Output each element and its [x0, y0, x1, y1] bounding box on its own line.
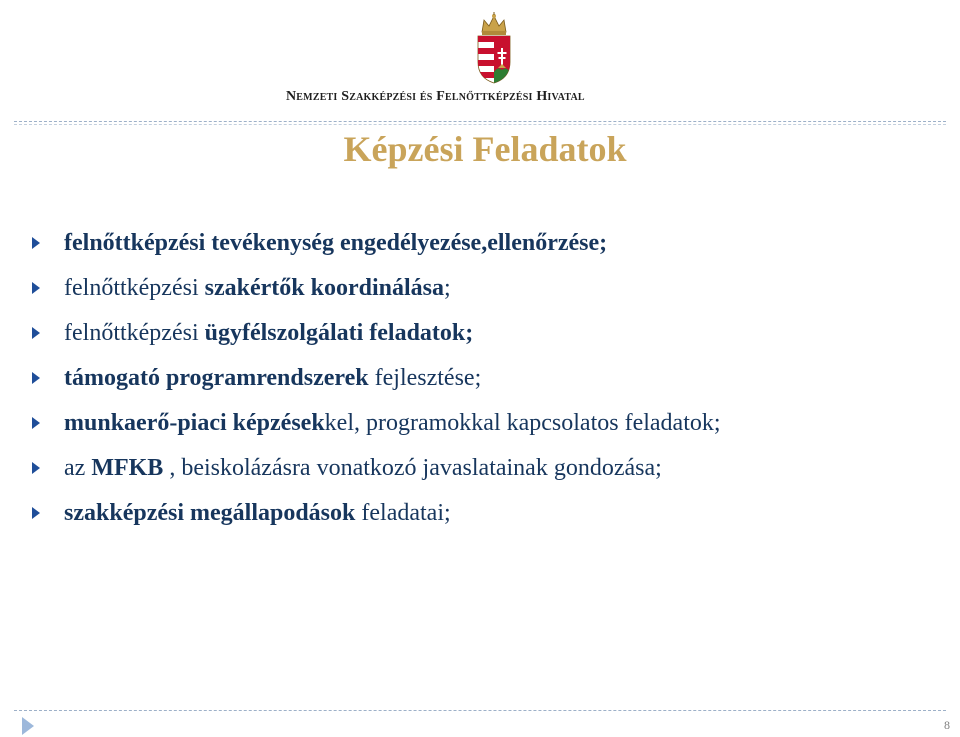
bullet-text-part: felnőttképzési tevékenység engedélyezése,ellenőrzése;: [64, 229, 608, 256]
bullet-text: [64, 231, 607, 255]
page-number: 8: [944, 718, 950, 732]
bullet-text-part: szakértők koordinálása: [204, 274, 444, 301]
footer-divider: [14, 710, 946, 711]
bullet-text-part: ;: [443, 274, 451, 301]
organization-name: Nemzeti Szakképzési és Felnőttképzési Hivatal: [286, 89, 585, 104]
header-divider: [14, 121, 946, 122]
bullet-item: [32, 310, 947, 355]
bullet-text-part: fejlesztése;: [368, 364, 482, 391]
bullet-text: [64, 321, 473, 345]
bullet-text-part: munkaerő-piaci képzések: [64, 409, 325, 436]
triangle-right-icon: [32, 462, 40, 474]
bullet-text: [64, 276, 451, 300]
bullet-item: [32, 355, 947, 400]
bullet-text-part: ügyfélszolgálati feladatok;: [204, 319, 474, 346]
bullet-text-part: szakképzési megállapodások: [64, 499, 356, 526]
header-divider-secondary: [14, 124, 946, 125]
bullet-text-part: támogató programrendszerek: [64, 364, 369, 391]
triangle-right-icon: [32, 417, 40, 429]
triangle-right-icon: [32, 372, 40, 384]
bullet-item: [32, 445, 947, 490]
bullet-text-part: MFKB: [91, 454, 164, 481]
bullet-text-part: kel, programokkal kapcsolatos feladatok;: [324, 409, 721, 436]
bullet-text-part: felnőttképzési: [64, 319, 205, 346]
bullet-item: [32, 220, 947, 265]
triangle-right-icon: [32, 507, 40, 519]
triangle-right-icon: [32, 327, 40, 339]
bullet-text-part: feladatai;: [355, 499, 451, 526]
bullet-list: [32, 220, 947, 535]
bullet-item: [32, 490, 947, 535]
next-slide-triangle-icon[interactable]: [22, 717, 34, 735]
triangle-right-icon: [32, 282, 40, 294]
hungarian-coat-of-arms-icon: [474, 12, 514, 84]
bullet-text-part: , beiskolázásra vonatkozó javaslatainak gondozása;: [163, 454, 662, 481]
bullet-item: [32, 265, 947, 310]
triangle-right-icon: [32, 237, 40, 249]
bullet-text-part: az: [64, 454, 92, 481]
bullet-text: [64, 411, 721, 435]
bullet-item: [32, 400, 947, 445]
bullet-text: [64, 456, 662, 480]
bullet-text: [64, 501, 451, 525]
slide-title: Képzési Feladatok: [343, 129, 627, 169]
bullet-text-part: felnőttképzési: [64, 274, 205, 301]
bullet-text: [64, 366, 481, 390]
